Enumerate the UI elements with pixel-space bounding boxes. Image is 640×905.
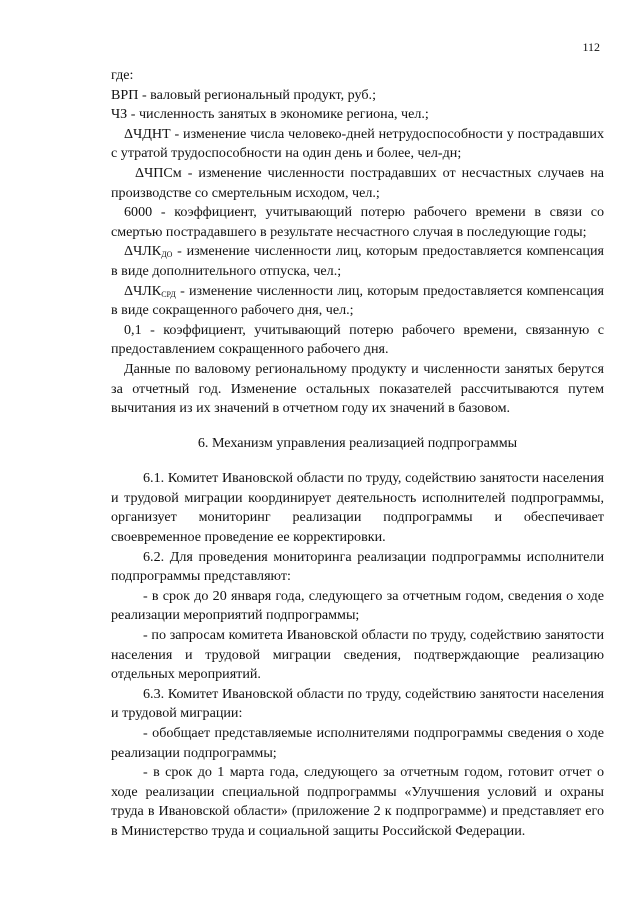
paragraph-6-3-item-1: - обобщает представляемые исполнителями подпрограммы сведения о ходе реализации подпрограммы; (111, 725, 604, 761)
definition-dchlk-srd (111, 282, 604, 321)
paragraph-6-2: 6.2. Для проведения мониторинга реализации подпрограммы исполнители подпрограммы представляют: (111, 548, 604, 585)
symbol-dchlk-srd-base: ΔЧЛК (124, 282, 162, 299)
symbol-dchlk-srd (124, 283, 176, 299)
paragraph-6-2-item-2: - по запросам комитета Ивановской области по труду, содействию занятости населения и трудовой миграции сведения, подтверждающие реализацию отдельных мероприятий. (111, 627, 604, 683)
definition-chz: ЧЗ - численность занятых в экономике региона, чел.; (111, 106, 429, 123)
symbol-dchlk-srd-sub: СРД (161, 289, 176, 299)
definition-dchps (111, 164, 604, 203)
symbol-dchlk-do-base: ΔЧЛК (124, 243, 162, 260)
definition-coef-01: 0,1 - коэффициент, учитывающий потерю рабочего времени, связанную с предоставлением сокращенного рабочего дня. (111, 321, 604, 358)
symbol-dchdnt: ΔЧДНТ (124, 125, 171, 142)
data-note: Данные по валовому региональному продукту и численности занятых берутся за отчетный год. Изменение остальных показателей рассчитываются путем вычитания из их значений в отчетном году их значений в базовом. (111, 360, 604, 417)
symbol-dchps: ΔЧПСм (135, 164, 182, 181)
definition-dchlk-srd-text: - изменение численности лиц, которым предоставляется компенсация в виде сокращенного рабочего дня, чел.; (111, 282, 604, 319)
definition-dchlk-do (111, 242, 604, 281)
paragraph-6-3-item-2: - в срок до 1 марта года, следующего за отчетным годом, готовит отчет о ходе реализации специальной подпрограммы «Улучшения условий и охраны труда в Ивановской области» (приложение 2 к подпрограмме) и представляет его в Министерство труда и социальной защиты Российской Федерации. (111, 764, 604, 839)
definition-dchdnt (111, 125, 604, 164)
paragraph-6-3: 6.3. Комитет Ивановской области по труду, содействию занятости населения и трудовой миграции: (111, 685, 604, 722)
definition-dchps-text: - изменение численности пострадавших от несчастных случаев на производстве со смертельным исходом, чел.; (111, 164, 604, 201)
paragraph-6-1: 6.1. Комитет Ивановской области по труду, содействию занятости населения и трудовой миграции координирует деятельность исполнителей подпрограммы, организует мониторинг реализации подпрограммы и обеспечивает своевременное проведение ее корректировки. (111, 470, 604, 546)
document-body (111, 66, 604, 842)
definition-coef-6000: 6000 - коэффициент, учитывающий потерю рабочего времени в связи со смертью пострадавшего в результате несчастного случая в последующие годы; (111, 204, 604, 240)
paragraph-6-2-item-1: - в срок до 20 января года, следующего за отчетным годом, сведения о ходе реализации мероприятий подпрограммы; (111, 587, 604, 624)
definition-dchdnt-text: - изменение числа человеко-дней нетрудоспособности у пострадавших с утратой трудоспособности на один день и более, чел-дн; (111, 125, 604, 162)
where-label: где: (111, 67, 134, 83)
symbol-dchlk-do-sub: ДО (161, 250, 173, 260)
definition-dchlk-do-text: - изменение численности лиц, которым предоставляется компенсация в виде дополнительного отпуска, чел.; (111, 243, 604, 279)
page-number: 112 (582, 40, 600, 54)
definition-vrp: ВРП - валовый региональный продукт, руб.; (111, 86, 376, 103)
section-heading: 6. Механизм управления реализацией подпрограммы (197, 434, 518, 451)
symbol-dchlk-do (124, 243, 172, 259)
